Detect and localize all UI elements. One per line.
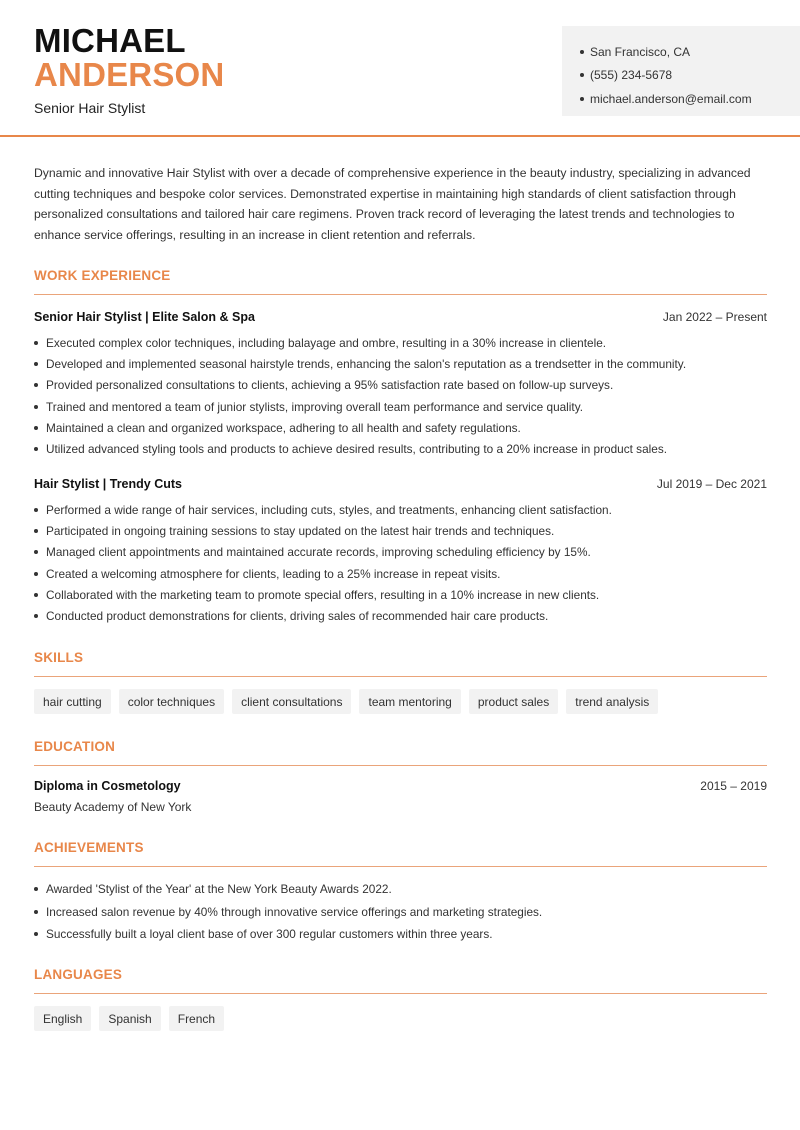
skill-tag: trend analysis: [566, 689, 658, 714]
job-bullets-1: [34, 332, 767, 460]
list-item-text: Successfully built a loyal client base of over 300 regular customers within three years.: [46, 927, 493, 942]
skill-tag: client consultations: [232, 689, 351, 714]
education-heading: EDUCATION: [34, 739, 116, 754]
bullet-icon: [34, 405, 38, 409]
bullet-icon: [34, 426, 38, 430]
work-experience-heading: WORK EXPERIENCE: [34, 268, 171, 283]
skill-tag: hair cutting: [34, 689, 111, 714]
bullet-icon: [34, 508, 38, 512]
language-tag: Spanish: [99, 1006, 160, 1031]
contact-email: [580, 87, 800, 111]
bullet-icon: [34, 550, 38, 554]
bullet-icon: [580, 97, 584, 101]
list-item: [34, 878, 767, 901]
languages-tags: [34, 1006, 224, 1031]
list-item-text: Conducted product demonstrations for clients, driving sales of recommended hair care products.: [46, 609, 549, 624]
skill-tag: color techniques: [119, 689, 224, 714]
job-title-1: Senior Hair Stylist | Elite Salon & Spa: [34, 310, 255, 324]
resume-header: [0, 0, 800, 137]
contact-phone-text: (555) 234-5678: [590, 68, 673, 83]
contact-email-text: michael.anderson@email.com: [590, 91, 752, 106]
list-item-text: Increased salon revenue by 40% through innovative service offerings and marketing strategies.: [46, 904, 543, 919]
list-item-text: Awarded 'Stylist of the Year' at the New York Beauty Awards 2022.: [46, 882, 392, 897]
achievements-heading: ACHIEVEMENTS: [34, 840, 144, 855]
bullet-icon: [34, 932, 38, 936]
list-item: [34, 901, 767, 924]
skill-tag: team mentoring: [359, 689, 460, 714]
bullet-icon: [580, 73, 584, 77]
job-dates-1: Jan 2022 – Present: [662, 310, 767, 324]
skills-tags: [34, 689, 658, 714]
list-item: [34, 542, 767, 563]
language-tag: French: [169, 1006, 224, 1031]
contact-box: [562, 26, 800, 116]
list-item: [34, 396, 767, 417]
job-dates-2: Jul 2019 – Dec 2021: [656, 477, 767, 491]
list-item-text: Developed and implemented seasonal hairstyle trends, enhancing the salon's reputation as a trendsetter in the community.: [46, 356, 687, 371]
section-divider: [34, 294, 767, 295]
job-title-2: Hair Stylist | Trendy Cuts: [34, 477, 182, 491]
first-name: MICHAEL: [34, 22, 186, 59]
language-tag: English: [34, 1006, 91, 1031]
bullet-icon: [34, 887, 38, 891]
bullet-icon: [34, 447, 38, 451]
list-item-text: Executed complex color techniques, including balayage and ombre, resulting in a 30% increase in clientele.: [46, 335, 607, 350]
school-name: Beauty Academy of New York: [34, 800, 192, 814]
bullet-icon: [580, 50, 584, 54]
contact-location: [580, 40, 800, 64]
list-item: [34, 332, 767, 353]
list-item-text: Managed client appointments and maintained accurate records, improving scheduling efficiency by 15%.: [46, 545, 591, 560]
list-item: [34, 417, 767, 438]
list-item-text: Utilized advanced styling tools and products to achieve desired results, contributing to a 20% increase in product sales.: [46, 442, 667, 457]
job-bullets-2: [34, 499, 767, 627]
list-item: [34, 923, 767, 946]
bullet-icon: [34, 572, 38, 576]
last-name: ANDERSON: [34, 56, 225, 93]
list-item-text: Maintained a clean and organized workspace, adhering to all health and safety regulations.: [46, 420, 521, 435]
contact-location-text: San Francisco, CA: [590, 44, 691, 59]
list-item-text: Trained and mentored a team of junior stylists, improving overall team performance and service quality.: [46, 399, 584, 414]
list-item-text: Performed a wide range of hair services, including cuts, styles, and treatments, enhancing client satisfaction.: [46, 502, 612, 517]
list-item-text: Collaborated with the marketing team to promote special offers, resulting in a 10% increase in new clients.: [46, 587, 600, 602]
list-item-text: Participated in ongoing training sessions to stay updated on the latest hair trends and techniques.: [46, 523, 555, 538]
bullet-icon: [34, 341, 38, 345]
bullet-icon: [34, 529, 38, 533]
skill-tag: product sales: [469, 689, 558, 714]
bullet-icon: [34, 593, 38, 597]
list-item: [34, 605, 767, 626]
languages-heading: LANGUAGES: [34, 967, 123, 982]
list-item: [34, 563, 767, 584]
bullet-icon: [34, 614, 38, 618]
list-item-text: Created a welcoming atmosphere for clients, leading to a 25% increase in repeat visits.: [46, 566, 501, 581]
bullet-icon: [34, 362, 38, 366]
bullet-icon: [34, 910, 38, 914]
degree-title: Diploma in Cosmetology: [34, 779, 181, 793]
education-dates: 2015 – 2019: [700, 779, 767, 793]
list-item: [34, 584, 767, 605]
bullet-icon: [34, 383, 38, 387]
skills-heading: SKILLS: [34, 650, 84, 665]
list-item: [34, 375, 767, 396]
job-title: Senior Hair Stylist: [34, 100, 146, 116]
list-item: [34, 353, 767, 374]
section-divider: [34, 676, 767, 677]
list-item: [34, 499, 767, 520]
list-item: [34, 520, 767, 541]
achievements-list: [34, 878, 767, 946]
list-item: [34, 438, 767, 459]
list-item-text: Provided personalized consultations to clients, achieving a 95% satisfaction rate based on follow-up surveys.: [46, 378, 614, 393]
section-divider: [34, 993, 767, 994]
summary-text: Dynamic and innovative Hair Stylist with over a decade of comprehensive experience in the beauty industry, specializing in advanced cutting techniques and bespoke color services. Demonstrated expertise in maintaining high standards of client satisfaction through personalized consultations and tailored hair care regimens. Proven track record of leveraging the latest trends and technologies to enhance service offerings, resulting in an increase in client retention and referrals.: [34, 166, 751, 242]
section-divider: [34, 765, 767, 766]
section-divider: [34, 866, 767, 867]
contact-phone: [580, 64, 800, 88]
